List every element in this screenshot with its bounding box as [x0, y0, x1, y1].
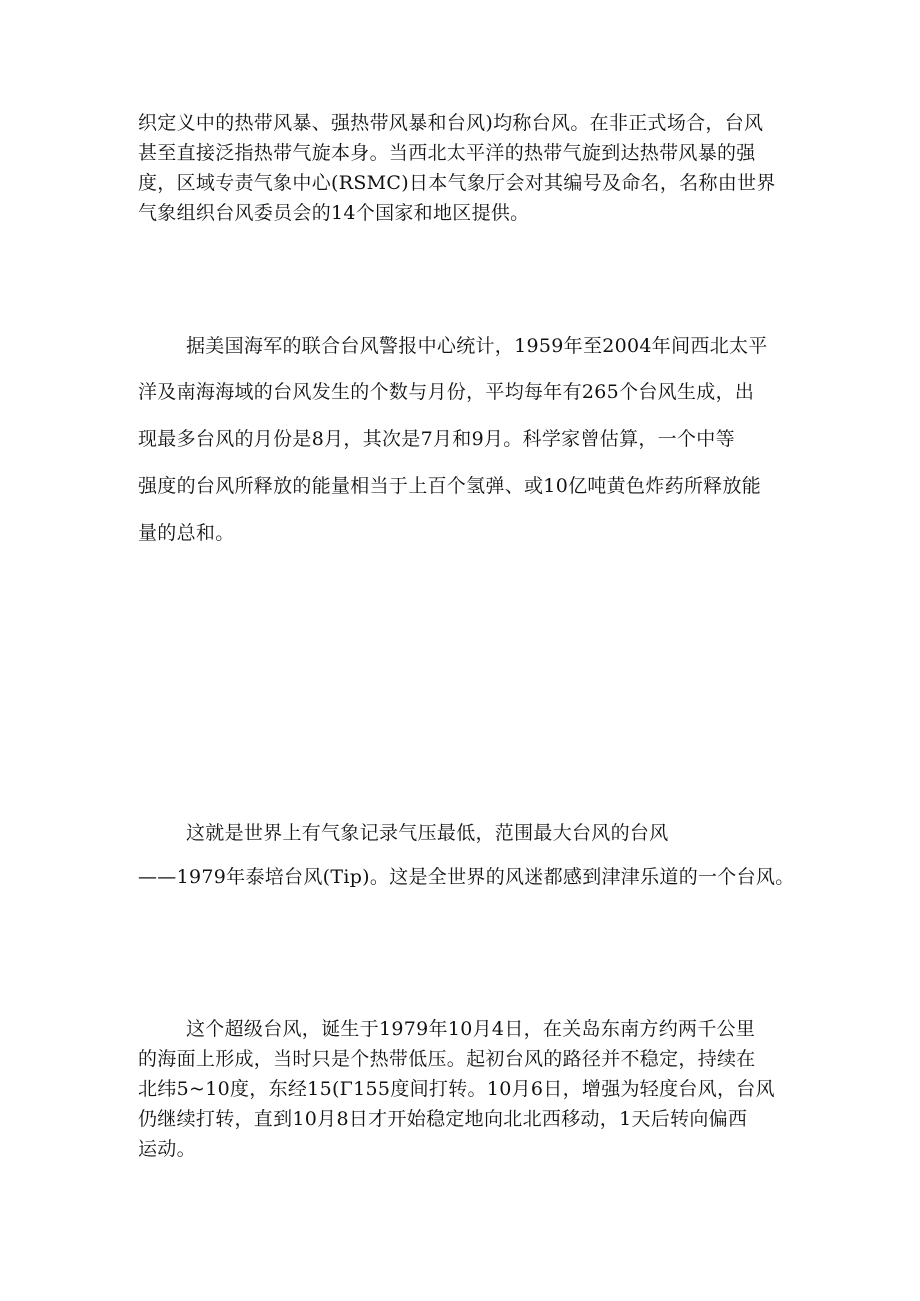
- paragraph-line: 洋及南海海域的台风发生的个数与月份，平均每年有265个台风生成，出: [138, 381, 755, 403]
- paragraph-line: 强度的台风所释放的能量相当于上百个氢弹、或10亿吨黄色炸药所释放能: [138, 475, 762, 497]
- paragraph-line: 现最多台风的月份是8月，其次是7月和9月。科学家曾估算，一个中等: [138, 428, 735, 450]
- paragraph-line: 运动。: [138, 1138, 196, 1160]
- paragraph-line: 量的总和。: [138, 522, 235, 544]
- paragraph-line: 甚至直接泛指热带气旋本身。当西北太平洋的热带气旋到达热带风暴的强: [138, 142, 756, 164]
- paragraph-line: 仍继续打转，直到10月8日才开始稳定地向北北西移动，1天后转向偏西: [138, 1108, 748, 1130]
- paragraph-line: 这就是世界上有气象记录气压最低，范围最大台风的台风: [186, 822, 669, 844]
- paragraph-line: 的海面上形成，当时只是个热带低压。起初台风的路径并不稳定，持续在: [138, 1048, 756, 1070]
- paragraph-line: 气象组织台风委员会的14个国家和地区提供。: [138, 202, 530, 224]
- paragraph-line: ——1979年泰培台风(Tip)。这是全世界的风迷都感到津津乐道的一个台风。: [138, 866, 795, 888]
- paragraph-line: 这个超级台风，诞生于1979年10月4日，在关岛东南方约两千公里: [186, 1018, 756, 1040]
- paragraph-line: 据美国海军的联合台风警报中心统计，1959年至2004年间西北太平: [186, 335, 768, 357]
- paragraph-line: 北纬5~10度，东经15(Γ155度间打转。10月6日，增强为轻度台风，台风: [138, 1078, 775, 1100]
- paragraph-line: 度，区域专责气象中心(RSMC)日本气象厅会对其编号及命名，名称由世界: [138, 172, 776, 194]
- paragraph-line: 织定义中的热带风暴、强热带风暴和台风)均称台风。在非正式场合，台风: [138, 112, 764, 134]
